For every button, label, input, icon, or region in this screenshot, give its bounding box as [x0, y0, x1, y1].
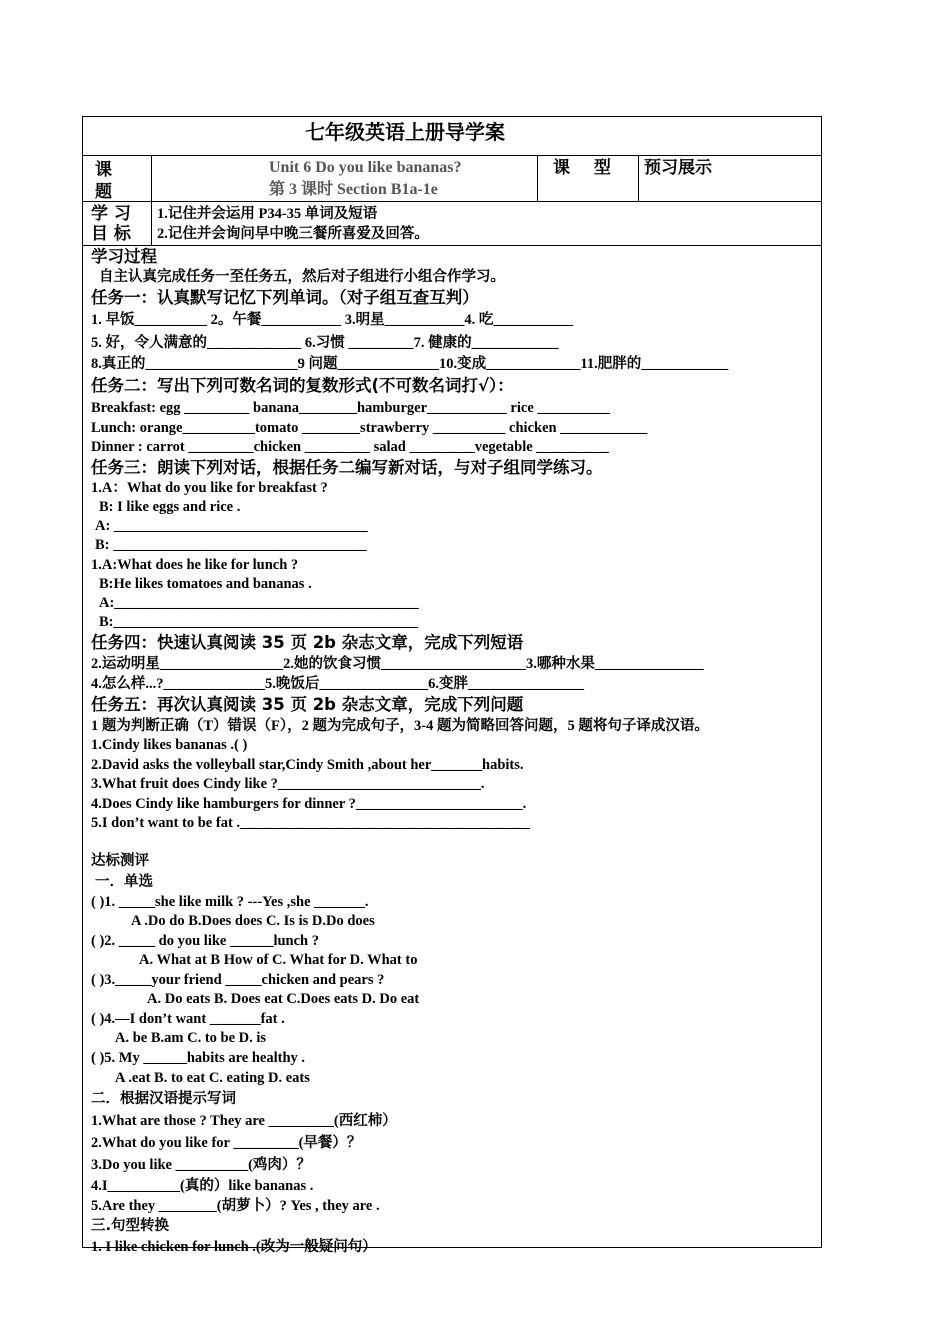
divider — [151, 155, 152, 245]
task1-line: 8.真正的_____________________9 问题______________10.变成_____________11.肥胖的____________ — [91, 356, 729, 372]
word-question: 1.What are those ? They are _________(西红柿） — [91, 1113, 397, 1129]
task5-question: 5.I don’t want to be fat .________________________________________ — [91, 815, 531, 831]
task4-title: 任务四：快速认真阅读 35 页 2b 杂志文章，完成下列短语 — [91, 633, 524, 652]
process-intro: 自主认真完成任务一至任务五，然后对子组进行小组合作学习。 — [99, 269, 505, 285]
topic-label: 课题 — [95, 160, 118, 202]
mc-question: ( )5. My ______habits are healthy . — [91, 1050, 306, 1066]
task1-title: 任务一：认真默写记忆下列单词。（对子组互查互判） — [91, 288, 479, 307]
dialogue-line: A: ___________________________________ — [95, 518, 368, 534]
mc-options: A .Do do B.Does does C. Is is D.Do does — [131, 913, 375, 929]
divider — [537, 155, 538, 201]
process-heading: 学习过程 — [91, 247, 157, 266]
dialogue-line: A:__________________________________________ — [99, 595, 419, 611]
worksheet-body — [91, 247, 817, 1258]
task5-question: 4.Does Cindy like hamburgers for dinner ?_______________________. — [91, 796, 527, 812]
type-value: 预习展示 — [644, 158, 712, 178]
task2-line: Breakfast: egg _________ banana________hamburger___________ rice __________ — [91, 400, 610, 416]
word-question: 5.Are they ________(胡萝卜）? Yes , they are . — [91, 1198, 380, 1214]
transform-question: 1. I like chicken for lunch .(改为一般疑问句） — [91, 1239, 377, 1255]
divider — [83, 245, 821, 246]
unit-title: Unit 6 Do you like bananas? — [269, 159, 462, 176]
task1-line: 1. 早饭__________ 2。午餐___________ 3.明星___________4. 吃___________ — [91, 312, 574, 328]
divider — [83, 155, 821, 156]
worksheet-table — [82, 116, 822, 1255]
test-heading: 达标测评 — [91, 853, 149, 869]
dialogue-line: B: ___________________________________ — [95, 537, 367, 553]
divider — [83, 201, 821, 202]
word-question: 4.I__________(真的）like bananas . — [91, 1178, 314, 1194]
dialogue-line: 1.A:What does he like for lunch ? — [91, 557, 299, 573]
task5-question: 1.Cindy likes bananas .( ) — [91, 737, 248, 753]
mc-question: ( )1. _____she like milk ? ---Yes ,she _______. — [91, 894, 369, 910]
mc-question: ( )3._____your friend _____chicken and pears ? — [91, 972, 385, 988]
test-part1: 一．单选 — [95, 874, 153, 890]
mc-options: A. What at B How of C. What for D. What to — [139, 952, 418, 968]
mc-options: A. be B.am C. to be D. is — [115, 1030, 267, 1046]
goal-label-2: 目 标 — [91, 224, 131, 244]
task3-title: 任务三：朗读下列对话，根据任务二编写新对话，与对子组同学练习。 — [91, 458, 603, 477]
dialogue-line: 1.A：What do you like for breakfast ? — [91, 480, 328, 496]
dialogue-line: B: I like eggs and rice . — [99, 499, 241, 515]
lesson-title: 第 3 课时 Section B1a-1e — [269, 181, 438, 198]
mc-question: ( )2. _____ do you like ______lunch ? — [91, 933, 319, 949]
mc-options: A. Do eats B. Does eat C.Does eats D. Do eat — [147, 991, 420, 1007]
task2-line: Dinner : carrot _________chicken _________ salad _________vegetable __________ — [91, 439, 609, 455]
type-label: 课 型 — [553, 158, 611, 178]
divider — [638, 155, 639, 201]
goal-2: 2.记住并会询问早中晚三餐所喜爱及回答。 — [157, 226, 429, 242]
goal-1: 1.记住并会运用 P34-35 单词及短语 — [157, 206, 378, 222]
mc-options: A .eat B. to eat C. eating D. eats — [115, 1070, 310, 1086]
test-part2: 二．根据汉语提示写词 — [91, 1091, 236, 1107]
mc-question: ( )4.—I don’t want _______fat . — [91, 1011, 285, 1027]
task2-title: 任务二：写出下列可数名词的复数形式(不可数名词打√）： — [91, 376, 514, 395]
test-part3: 三.句型转换 — [91, 1218, 170, 1234]
spacer — [91, 833, 817, 850]
task5-instruction: 1 题为判断正确（T）错误（F），2 题为完成句子，3-4 题为简略回答问题，5 题将句子译成汉语。 — [91, 718, 709, 734]
word-question: 3.Do you like __________(鸡肉）？ — [91, 1157, 311, 1173]
task2-line: Lunch: orange__________tomato ________strawberry __________ chicken ____________ — [91, 420, 648, 436]
dialogue-line: B:__________________________________________ — [99, 614, 418, 630]
page-title: 七年级英语上册导学案 — [305, 120, 505, 144]
task4-line: 2.运动明星_________________2.她的饮食习惯____________________3.哪种水果_______________ — [91, 656, 704, 672]
task1-line: 5. 好，令人满意的_____________ 6.习惯 _________7. 健康的____________ — [91, 335, 559, 351]
goal-label-1: 学 习 — [91, 204, 131, 224]
dialogue-line: B:He likes tomatoes and bananas . — [99, 576, 312, 592]
task5-title: 任务五：再次认真阅读 35 页 2b 杂志文章，完成下列问题 — [91, 695, 524, 714]
task4-line: 4.怎么样...?______________5.晚饭后_______________6.变胖________________ — [91, 676, 584, 692]
task5-question: 2.David asks the volleyball star,Cindy Smith ,about her_______habits. — [91, 757, 524, 773]
word-question: 2.What do you like for _________(早餐）？ — [91, 1135, 362, 1151]
task5-question: 3.What fruit does Cindy like ?____________________________. — [91, 776, 485, 792]
